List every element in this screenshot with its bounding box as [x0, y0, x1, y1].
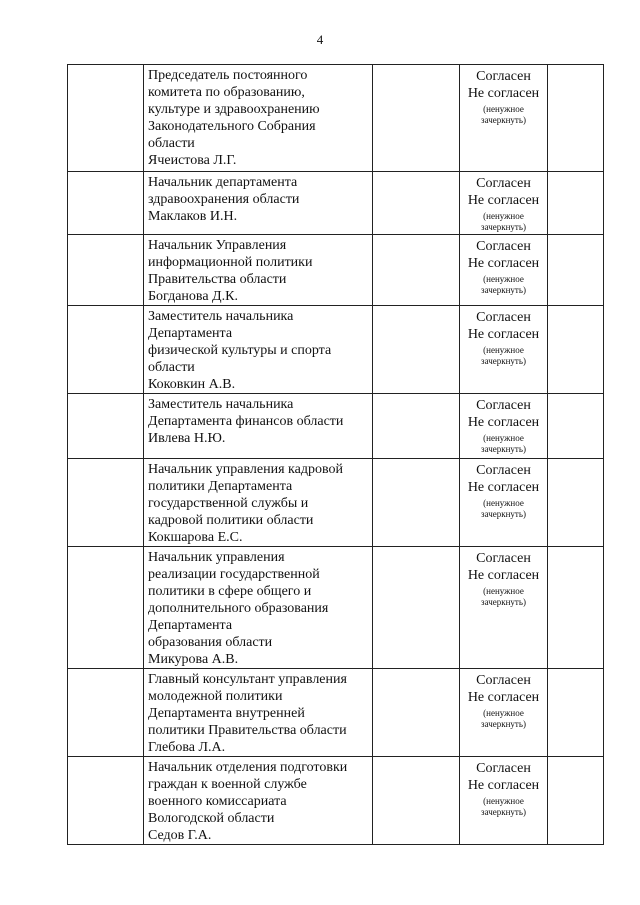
- signature-cell: [373, 172, 460, 235]
- signature-cell: [373, 235, 460, 306]
- strike-note: (ненужное зачеркнуть): [481, 708, 526, 729]
- number-cell: [68, 306, 144, 394]
- strike-note: (ненужное зачеркнуть): [481, 796, 526, 817]
- date-cell: [548, 757, 604, 845]
- disagree-option: Не согласен: [467, 415, 540, 430]
- position-name: Начальник департамента здравоохранения области Маклаков И.Н.: [148, 175, 300, 224]
- decision-cell: [460, 669, 548, 757]
- position-cell: [144, 65, 373, 172]
- approval-table: [67, 64, 604, 845]
- position-name: Начальник Управления информационной политики Правительства области Богданова Д.К.: [148, 238, 313, 304]
- strike-note: (ненужное зачеркнуть): [481, 345, 526, 366]
- decision-cell: [460, 547, 548, 669]
- strike-note: (ненужное зачеркнуть): [481, 433, 526, 454]
- position-name: Заместитель начальника Департамента физической культуры и спорта области Коковкин А.В.: [148, 309, 332, 392]
- strike-note: (ненужное зачеркнуть): [481, 586, 526, 607]
- position-cell: [144, 547, 373, 669]
- strike-note: (ненужное зачеркнуть): [481, 498, 526, 519]
- decision-cell: [460, 65, 548, 172]
- decision-cell: [460, 306, 548, 394]
- position-name: Начальник управления кадровой политики Департамента государственной службы и кадровой политики области Кокшарова Е.С.: [148, 462, 343, 545]
- signature-cell: [373, 306, 460, 394]
- number-cell: [68, 235, 144, 306]
- signature-cell: [373, 757, 460, 845]
- agree-option: Согласен: [476, 69, 531, 84]
- decision-cell: [460, 394, 548, 459]
- position-cell: [144, 172, 373, 235]
- agree-option: Согласен: [476, 761, 531, 776]
- table-row: [68, 547, 604, 669]
- signature-cell: [373, 459, 460, 547]
- signature-cell: [373, 65, 460, 172]
- position-cell: [144, 757, 373, 845]
- number-cell: [68, 172, 144, 235]
- agree-option: Согласен: [476, 310, 531, 325]
- date-cell: [548, 394, 604, 459]
- agree-option: Согласен: [476, 176, 531, 191]
- number-cell: [68, 459, 144, 547]
- table-row: [68, 394, 604, 459]
- strike-note: (ненужное зачеркнуть): [481, 211, 526, 232]
- agree-option: Согласен: [476, 551, 531, 566]
- disagree-option: Не согласен: [467, 193, 540, 208]
- table-row: [68, 459, 604, 547]
- signature-cell: [373, 394, 460, 459]
- position-name: Заместитель начальника Департамента финансов области Ивлева Н.Ю.: [148, 397, 344, 446]
- number-cell: [68, 547, 144, 669]
- position-name: Председатель постоянного комитета по образованию, культуре и здравоохранению Законодательного Собрания области Ячеистова Л.Г.: [148, 68, 320, 168]
- date-cell: [548, 459, 604, 547]
- position-name: Начальник отделения подготовки граждан к военной службе военного комиссариата Вологодской области Седов Г.А.: [148, 760, 348, 843]
- disagree-option: Не согласен: [467, 568, 540, 583]
- disagree-option: Не согласен: [467, 256, 540, 271]
- number-cell: [68, 757, 144, 845]
- decision-cell: [460, 459, 548, 547]
- number-cell: [68, 65, 144, 172]
- agree-option: Согласен: [476, 673, 531, 688]
- page-number: 4: [316, 32, 324, 47]
- date-cell: [548, 306, 604, 394]
- strike-note: (ненужное зачеркнуть): [481, 274, 526, 295]
- signature-cell: [373, 669, 460, 757]
- number-cell: [68, 394, 144, 459]
- disagree-option: Не согласен: [467, 690, 540, 705]
- signature-cell: [373, 547, 460, 669]
- table-row: [68, 235, 604, 306]
- table-row: [68, 757, 604, 845]
- decision-cell: [460, 757, 548, 845]
- agree-option: Согласен: [476, 398, 531, 413]
- date-cell: [548, 65, 604, 172]
- date-cell: [548, 547, 604, 669]
- position-cell: [144, 306, 373, 394]
- position-cell: [144, 459, 373, 547]
- disagree-option: Не согласен: [467, 778, 540, 793]
- date-cell: [548, 235, 604, 306]
- position-cell: [144, 669, 373, 757]
- disagree-option: Не согласен: [467, 86, 540, 101]
- table-row: [68, 306, 604, 394]
- position-name: Главный консультант управления молодежной политики Департамента внутренней политики Правительства области Глебова Л.А.: [148, 672, 347, 755]
- agree-option: Согласен: [476, 463, 531, 478]
- number-cell: [68, 669, 144, 757]
- decision-cell: [460, 235, 548, 306]
- date-cell: [548, 172, 604, 235]
- date-cell: [548, 669, 604, 757]
- table-row: [68, 65, 604, 172]
- disagree-option: Не согласен: [467, 480, 540, 495]
- table-row: [68, 172, 604, 235]
- agree-option: Согласен: [476, 239, 531, 254]
- position-cell: [144, 235, 373, 306]
- position-name: Начальник управления реализации государственной политики в сфере общего и дополнительного образования Департамента образования области Микурова А.В.: [148, 550, 329, 667]
- position-cell: [144, 394, 373, 459]
- disagree-option: Не согласен: [467, 327, 540, 342]
- strike-note: (ненужное зачеркнуть): [481, 104, 526, 125]
- decision-cell: [460, 172, 548, 235]
- table-row: [68, 669, 604, 757]
